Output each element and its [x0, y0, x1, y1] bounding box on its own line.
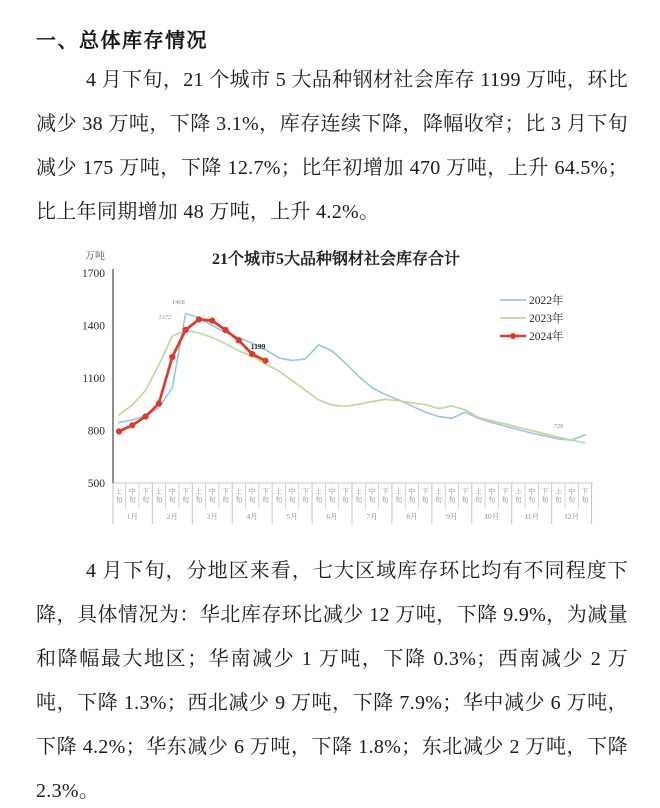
- y-axis-unit-label: 万吨: [85, 251, 105, 262]
- legend-item-2023年: [500, 311, 564, 325]
- x-axis-month-label: 9月: [446, 512, 458, 521]
- x-axis-period-label: 上旬: [315, 487, 323, 504]
- y-axis-tick-label: 1700: [82, 268, 105, 280]
- x-axis-period-label: 中旬: [328, 487, 336, 504]
- x-axis-period-label: 中旬: [408, 487, 416, 504]
- x-axis-period-label: 下旬: [142, 487, 150, 504]
- x-axis-period-label: 下旬: [421, 487, 429, 504]
- x-axis-period-label: 下旬: [341, 487, 349, 504]
- x-axis-month-label: 4月: [246, 512, 258, 521]
- legend-item-2024年: [500, 329, 564, 343]
- x-axis-period-label: 中旬: [448, 487, 456, 504]
- x-axis-period-label: 中旬: [528, 487, 536, 504]
- overall-inventory-paragraph: 4 月下旬，21 个城市 5 大品种钢材社会库存 1199 万吨，环比减少 38 万吨，下降 3.1%，库存连续下降，降幅收窄；比 3 月下旬减少 175 万吨，下降 12.7%；比年初增加 470 万吨，上升 64.5%；比上年同期增加 48 万吨，上升 4.2%。: [36, 69, 628, 223]
- x-axis-month-label: 7月: [366, 512, 378, 521]
- x-axis-month-label: 6月: [326, 512, 338, 521]
- x-axis-period-label: 上旬: [554, 487, 562, 504]
- x-axis-month-label: 5月: [286, 512, 298, 521]
- series-marker-2024年: [196, 316, 202, 322]
- x-axis-period-label: 上旬: [155, 487, 163, 504]
- svg-text:2024年: 2024年: [529, 331, 564, 343]
- series-marker-2024年: [129, 422, 135, 428]
- x-axis-period-label: 下旬: [501, 487, 509, 504]
- x-axis-period-label: 中旬: [288, 487, 296, 504]
- x-axis-period-label: 上旬: [275, 487, 283, 504]
- x-axis-period-label: 下旬: [461, 487, 469, 504]
- y-axis-tick-label: 500: [87, 478, 105, 490]
- series-marker-2024年: [209, 318, 215, 324]
- x-axis-period-label: 中旬: [128, 487, 136, 504]
- x-axis-period-label: 下旬: [261, 487, 269, 504]
- x-axis-period-label: 中旬: [488, 487, 496, 504]
- x-axis-month-label: 8月: [406, 512, 418, 521]
- series-marker-2024年: [236, 337, 242, 343]
- legend-item-2022年: [500, 293, 564, 307]
- x-axis-month-label: 11月: [524, 512, 540, 521]
- data-label-729: 729: [553, 423, 564, 431]
- x-axis-period-label: 中旬: [568, 487, 576, 504]
- series-line-2024年: [119, 319, 266, 431]
- x-axis-month-label: 2月: [166, 512, 178, 521]
- regional-breakdown-paragraph: 4 月下旬，分地区来看，七大区域库存环比均有不同程度下降，具体情况为：华北库存环比减少 12 万吨，下降 9.9%，为减量和降幅最大地区；华南减少 1 万吨，下降 0.3%；西南减少 2 万吨，下降 1.3%；西北减少 9 万吨，下降 7.9%；华中减少 6 万吨，下降 4.2%；华东减少 6 万吨，下降 1.8%；东北减少 2 万吨，下降 2.3%。: [36, 560, 628, 802]
- series-marker-2024年: [169, 354, 175, 360]
- chart-title: 21个城市5大品种钢材社会库存合计: [211, 251, 461, 268]
- data-label-1372: 1372: [158, 314, 172, 321]
- series-marker-2024年: [183, 327, 189, 333]
- x-axis-period-label: 下旬: [381, 487, 389, 504]
- x-axis-period-label: 下旬: [182, 487, 190, 504]
- series-line-2023年: [119, 330, 585, 443]
- x-axis-period-label: 上旬: [395, 487, 403, 504]
- y-axis-tick-label: 1100: [82, 373, 105, 385]
- svg-text:2023年: 2023年: [529, 313, 564, 325]
- x-axis-period-label: 中旬: [208, 487, 216, 504]
- x-axis-period-label: 上旬: [355, 487, 363, 504]
- svg-text:2022年: 2022年: [529, 295, 564, 307]
- x-axis-period-label: 下旬: [581, 487, 589, 504]
- series-marker-2024年: [262, 358, 268, 364]
- inventory-chart: [58, 243, 603, 535]
- y-axis-tick-label: 800: [87, 425, 105, 438]
- inventory-chart-svg: [58, 243, 603, 535]
- series-marker-2024年: [249, 351, 255, 357]
- series-marker-2024年: [116, 428, 122, 434]
- x-axis-period-label: 中旬: [168, 487, 176, 504]
- data-label-1199: 1199: [250, 342, 266, 351]
- y-axis-tick-label: 1400: [82, 320, 105, 333]
- x-axis-month-label: 1月: [126, 512, 138, 521]
- x-axis-period-label: 上旬: [514, 487, 522, 504]
- x-axis-period-label: 下旬: [541, 487, 549, 504]
- x-axis-period-label: 下旬: [222, 487, 230, 504]
- x-axis-period-label: 上旬: [474, 487, 482, 504]
- x-axis-period-label: 上旬: [235, 487, 243, 504]
- x-axis-month-label: 10月: [484, 512, 500, 521]
- data-label-1468: 1468: [171, 299, 185, 306]
- x-axis-period-label: 上旬: [115, 487, 123, 504]
- series-line-2022年: [119, 314, 585, 441]
- x-axis-period-label: 下旬: [301, 487, 309, 504]
- series-marker-2024年: [143, 413, 149, 419]
- series-marker-2024年: [156, 400, 162, 406]
- series-marker-2024年: [222, 327, 228, 333]
- section-heading: 一、总体库存情况: [36, 30, 208, 52]
- x-axis-period-label: 中旬: [248, 487, 256, 504]
- x-axis-period-label: 中旬: [368, 487, 376, 504]
- x-axis-period-label: 上旬: [195, 487, 203, 504]
- x-axis-month-label: 3月: [206, 512, 218, 521]
- x-axis-period-label: 上旬: [435, 487, 443, 504]
- x-axis-month-label: 12月: [564, 512, 580, 521]
